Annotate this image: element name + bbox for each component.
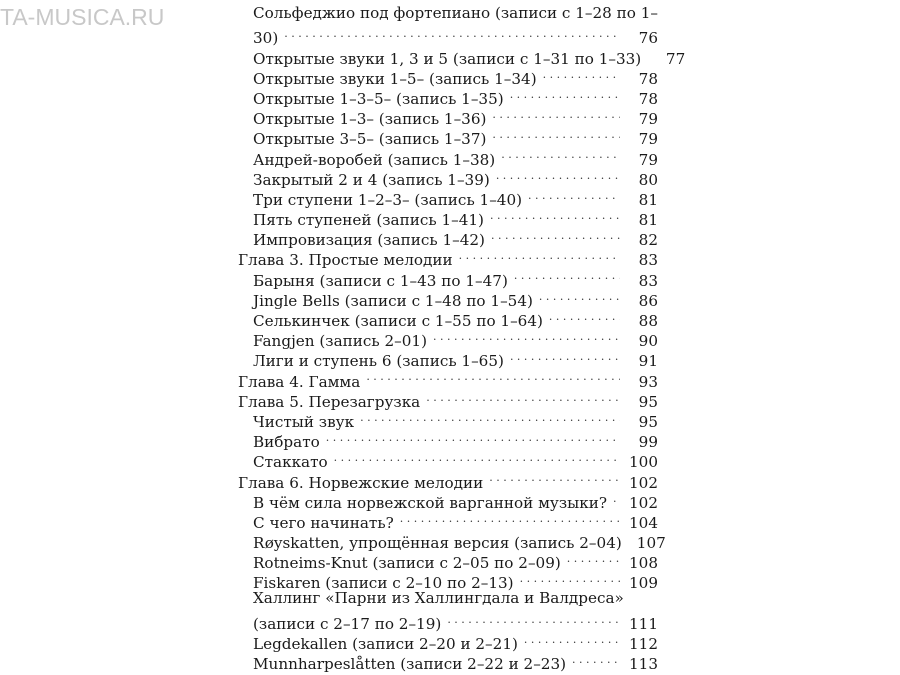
toc-entry-title: Глава 3. Простые мелодии	[238, 251, 453, 270]
dot-leader	[447, 609, 620, 629]
toc-entry-title: Пять ступеней (запись 1–41)	[253, 211, 484, 230]
toc-entry[interactable]	[238, 43, 686, 68]
toc-page-number: 78	[638, 69, 658, 88]
toc-entry[interactable]	[238, 225, 658, 250]
toc-page-number: 95	[638, 392, 658, 411]
toc-entry-title: Чистый звук	[253, 412, 355, 431]
toc-entry-title: Селькинчек (записи с 1–55 по 1–64)	[253, 312, 543, 330]
toc-entry-title: Глава 5. Перезагрузка	[238, 392, 421, 411]
dot-leader	[496, 165, 620, 185]
toc-entry-title: Открытые 1–3–5– (запись 1–35)	[253, 89, 504, 108]
toc-page-number: 111	[629, 614, 658, 633]
toc-entry[interactable]	[238, 306, 658, 330]
toc-entry[interactable]	[238, 265, 658, 290]
toc-page-number: 79	[638, 130, 658, 149]
dot-leader	[524, 629, 620, 649]
toc-page-number: 112	[629, 635, 658, 653]
toc-page-number: 83	[638, 251, 658, 270]
toc-page-number: 90	[638, 332, 658, 351]
toc-entry-title: Rotneims-Knut (записи с 2–05 по 2–09)	[253, 554, 561, 573]
toc-page-number: 95	[638, 412, 658, 431]
toc-page-number: 80	[638, 170, 658, 189]
dot-leader	[326, 427, 620, 447]
toc-page-number: 99	[638, 433, 658, 452]
dot-leader	[426, 387, 620, 407]
toc-entry-title: Стаккато	[253, 453, 328, 472]
dot-leader	[501, 144, 620, 164]
toc-page-number: 79	[638, 110, 658, 129]
dot-leader	[366, 366, 620, 386]
toc-page-number: 78	[638, 89, 658, 108]
toc-entry[interactable]	[238, 629, 658, 653]
toc-entry-title: Закрытый 2 и 4 (запись 1–39)	[253, 170, 490, 189]
toc-chapter[interactable]	[238, 366, 658, 391]
toc-entry-title: Открытые звуки 1, 3 и 5 (записи с 1–31 по 1–33)	[253, 49, 642, 68]
toc-entry[interactable]	[238, 447, 658, 472]
toc-entry-first-line: Халлинг «Парни из Халлингдала и Валдреса»	[253, 589, 624, 608]
toc-entry[interactable]	[238, 185, 658, 209]
toc-page-number: 86	[638, 291, 658, 310]
toc-entry[interactable]	[238, 568, 658, 593]
toc-chapter[interactable]	[238, 467, 658, 492]
toc-entry[interactable]	[238, 508, 658, 532]
toc-entry[interactable]	[238, 104, 658, 129]
dot-leader	[567, 548, 620, 568]
toc-entry[interactable]	[238, 124, 658, 149]
toc-entry[interactable]	[238, 64, 658, 88]
toc-page-number: 76	[638, 29, 658, 48]
toc-page-number: 102	[629, 493, 658, 512]
toc-entry-title: С чего начинать?	[253, 513, 394, 532]
dot-leader	[613, 488, 620, 508]
toc-entry-title: Глава 4. Гамма	[238, 372, 361, 391]
dot-leader	[492, 124, 620, 144]
dot-leader	[572, 649, 620, 669]
toc-page-number: 82	[638, 231, 658, 250]
dot-leader	[510, 84, 620, 104]
toc-page-number: 107	[636, 534, 666, 553]
dot-leader	[543, 64, 620, 84]
dot-leader	[492, 104, 620, 124]
dot-leader	[433, 326, 620, 346]
watermark: TA-MUSICA.RU	[0, 4, 165, 30]
toc-entry[interactable]	[238, 165, 658, 189]
dot-leader	[334, 447, 620, 467]
toc-entry-title: Legdekallen (записи 2–20 и 2–21)	[253, 635, 518, 653]
toc-page-number: 93	[638, 372, 658, 391]
dot-leader	[491, 225, 620, 245]
toc-page-number: 102	[629, 473, 658, 492]
toc-entry[interactable]	[238, 488, 658, 512]
toc-page-number: 83	[638, 271, 658, 290]
toc-entry[interactable]	[238, 286, 658, 310]
toc-chapter[interactable]	[238, 245, 658, 270]
dot-leader	[528, 185, 620, 205]
toc-entry-title: В чём сила норвежской варганной музыки?	[253, 493, 607, 512]
toc-page-number: 91	[638, 352, 658, 371]
toc-entry-title: Вибрато	[253, 433, 320, 452]
toc-entry[interactable]	[238, 326, 658, 351]
toc-entry-title: Røyskatten, упрощённая версия (запись 2–04)	[253, 534, 622, 553]
toc-page-number: 77	[665, 49, 686, 68]
toc-page-number: 104	[629, 513, 658, 532]
dot-leader	[514, 265, 620, 285]
toc-entry[interactable]	[238, 528, 666, 553]
toc-page-number: 109	[629, 574, 658, 593]
toc-entry-title: Открытые звуки 1–5– (запись 1–34)	[253, 69, 537, 88]
toc-entry-first-line: Сольфеджио под фортепиано (записи с 1–28 по 1–	[253, 4, 659, 22]
dot-leader	[520, 568, 620, 588]
toc-page-number: 100	[629, 453, 658, 472]
table-of-contents	[238, 3, 686, 674]
dot-leader	[510, 346, 620, 366]
toc-page-number: 79	[638, 150, 658, 169]
toc-page-number: 108	[629, 554, 658, 573]
toc-entry-title: Открытые 3–5– (запись 1–37)	[253, 130, 487, 149]
dot-leader	[400, 508, 620, 528]
toc-entry[interactable]	[238, 649, 658, 674]
toc-entry-title: Импровизация (запись 1–42)	[253, 231, 485, 250]
toc-entry-title: Fangjen (запись 2–01)	[253, 332, 427, 351]
toc-entry-title: Лиги и ступень 6 (запись 1–65)	[253, 352, 504, 371]
toc-page-number: 81	[638, 190, 658, 209]
toc-chapter[interactable]	[238, 387, 658, 411]
toc-entry-title: Fiskaren (записи с 2–10 по 2–13)	[253, 574, 514, 593]
toc-page-number: 81	[638, 211, 658, 230]
toc-entry-title: Munnharpeslåtten (записи 2–22 и 2–23)	[253, 655, 567, 674]
toc-entry[interactable]	[238, 346, 658, 371]
toc-entry[interactable]	[238, 144, 658, 169]
dot-leader	[489, 467, 620, 487]
dot-leader	[459, 245, 620, 265]
toc-entry-title: Открытые 1–3– (запись 1–36)	[253, 110, 487, 129]
toc-entry-title: 30)	[253, 29, 279, 48]
toc-entry[interactable]	[238, 609, 658, 633]
toc-entry[interactable]	[238, 84, 658, 108]
toc-entry-title: (записи с 2–17 по 2–19)	[253, 614, 442, 633]
toc-entry-title: Три ступени 1–2–3– (запись 1–40)	[253, 190, 523, 209]
toc-entry-title: Глава 6. Норвежские мелодии	[238, 473, 484, 492]
toc-page-number: 113	[629, 655, 658, 674]
dot-leader	[549, 306, 620, 326]
dot-leader	[490, 205, 620, 225]
toc-page-number: 88	[638, 312, 658, 330]
toc-entry-title: Барыня (записи с 1–43 по 1–47)	[253, 271, 508, 290]
dot-leader	[284, 23, 620, 43]
toc-entry[interactable]	[238, 205, 658, 230]
toc-entry[interactable]	[238, 548, 658, 573]
toc-entry-title: Jingle Bells (записи с 1–48 по 1–54)	[253, 291, 533, 310]
toc-entry[interactable]	[238, 407, 658, 431]
toc-entry[interactable]	[238, 427, 658, 452]
dot-leader	[539, 286, 620, 306]
dot-leader	[360, 407, 620, 427]
toc-entry[interactable]	[238, 23, 658, 48]
toc-entry-title: Андрей-воробей (запись 1–38)	[253, 150, 496, 169]
